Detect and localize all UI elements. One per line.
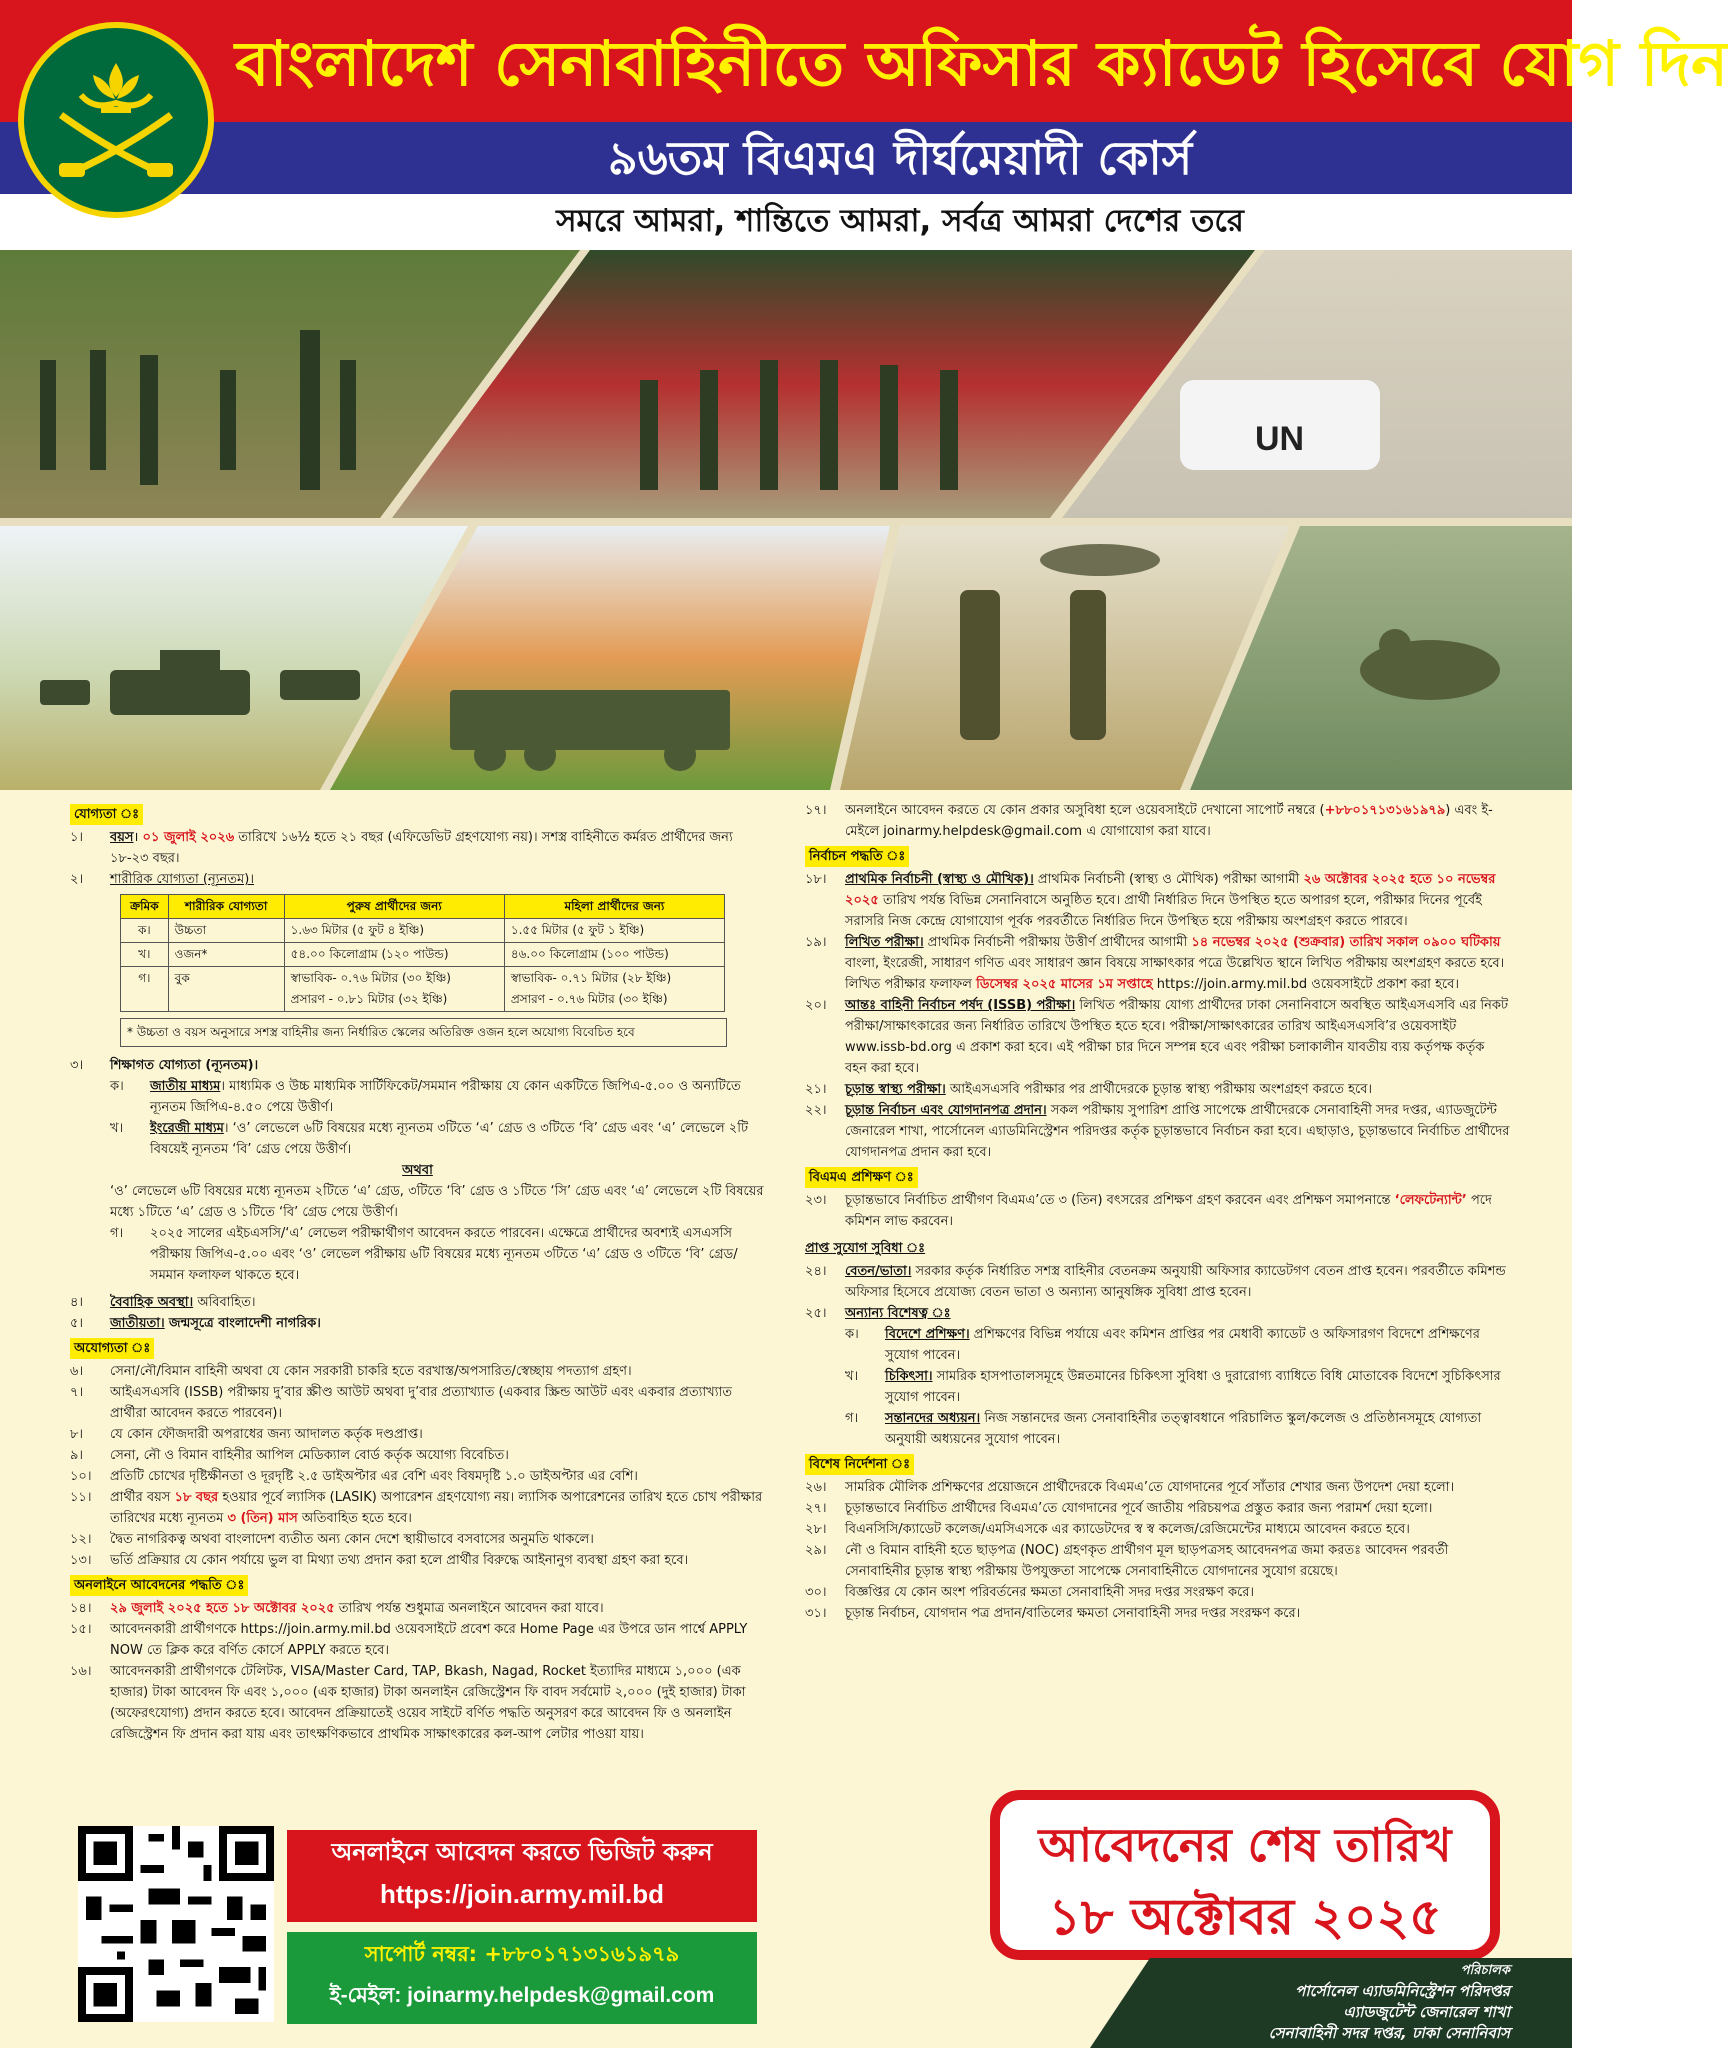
list-item: ৮। যে কোন ফৌজদারী অপরাধের জন্য আদালত কর্তৃক দণ্ডপ্রাপ্ত। — [70, 1427, 423, 1442]
support-email[interactable]: ই-মেইল: joinarmy.helpdesk@gmail.com — [329, 1984, 715, 2007]
list-item: ‘ও’ লেভেলে ৬টি বিষয়ের মধ্যে ন্যূনতম ২টিতে ‘এ’ গ্রেড, ৩টিতে ‘বি’ গ্রেড ও ১টিতে ‘সি’ গ্রেড এবং ‘এ’ লেভেলে ২টি বিষয়ের মধ্যে ১টিতে ‘এ’ গ্রেড ও ১টিতে ‘বি’ গ্রেড পেয়ে উত্তীর্ণ। — [110, 1184, 764, 1220]
svg-text:UN: UN — [1255, 420, 1305, 458]
deadline-date: ১৮ অক্টোবর ২০২৫ — [1048, 1888, 1442, 1946]
table-note: * উচ্চতা ও বয়স অনুসারে সশস্ত্র বাহিনীর জন্য নির্ধারিত স্কেলের অতিরিক্ত ওজন হলে অযোগ্য বিবেচিত হবে — [120, 1018, 727, 1047]
list-item: ৫। জাতীয়তা। জন্মসূত্রে বাংলাদেশী নাগরিক। — [70, 1316, 321, 1331]
qr-code-icon[interactable] — [78, 1826, 274, 2022]
list-item: ১। বয়স। ০১ জুলাই ২০২৬ তারিখে ১৬½ হতে ২১ বছর (এফিডেভিট গ্রহণযোগ্য নয়)। সশস্ত্র বাহিনীতে কর্মরত প্রার্থীদের জন্য ১৮-২৩ বছর। — [70, 830, 733, 866]
army-emblem-icon — [18, 22, 214, 218]
list-item: ২৪। বেতন/ভাতা। সরকার কর্তৃক নির্ধারিত সশস্ত্র বাহিনীর বেতনক্রম অনুযায়ী অফিসার ক্যাডেটগণ বেতন প্রাপ্ত হবেন। পরবর্তীতে কমিশন্ড অফিসার হিসেবে প্রযোজ্য বেতন ভাতা ও অন্যান্য আনুষঙ্গিক সুবিধা প্রাপ্ত হবেন। — [805, 1264, 1506, 1300]
table-row: গ। বুক স্বাভাবিক- ০.৭৬ মিটার (৩০ ইঞ্চি) প্রসারণ - ০.৮১ মিটার (৩২ ইঞ্চি) স্বাভাবিক- ০.৭১ মিটার (২৮ ইঞ্চি) প্রসারণ - ০.৭৬ মিটার (৩০ ইঞ্চি) — [121, 967, 725, 1012]
list-item: ক। জাতীয় মাধ্যম। মাধ্যমিক ও উচ্চ মাধ্যমিক সার্টিফিকেট/সমমান পরীক্ষায় যে কোন একটিতে জিপিএ-৫.০০ ও অন্যটিতে ন্যূনতম জিপিএ-৪.৫০ পেয়ে উত্তীর্ণ। — [110, 1079, 741, 1115]
list-item: ২। শারীরিক যোগ্যতা (ন্যূনতম)। — [70, 872, 254, 887]
list-item: ১২। দ্বৈত নাগরিকত্ব অথবা বাংলাদেশ ব্যতীত অন্য কোন দেশে স্থায়ীভাবে বসবাসের অনুমতি থাকলে। — [70, 1532, 594, 1547]
list-item: খ। চিকিৎসা। সামরিক হাসপাতালসমূহে উন্নতমানের চিকিৎসা সুবিধা ও দুরারোগ্য ব্যাধিতে বিধি মোতাবেক বিদেশে সুচিকিৎসার সুযোগ পাবেন। — [845, 1369, 1501, 1405]
signature-block: পরিচালক পার্সোনেল এ্যাডমিনিস্ট্রেশন পরিদপ্তর এ্যাডজুটেন্ট জেনারেল শাখা সেনাবাহিনী সদর দপ্তর, ঢাকা সেনানিবাস — [1268, 1963, 1510, 2042]
visit-website-box — [287, 1830, 757, 1922]
list-item: গ। সন্তানদের অধ্যয়ন। নিজ সন্তানদের জন্য সেনাবাহিনীর তত্ত্বাবধানে পরিচালিত স্কুল/কলেজ ও প্রতিষ্ঠানসমূহে যোগ্যতা অনুযায়ী অধ্যয়নের সুযোগ পাবেন। — [845, 1411, 1482, 1447]
list-item: ক। বিদেশে প্রশিক্ষণ। প্রশিক্ষণের বিভিন্ন পর্যায়ে এবং কমিশন প্রাপ্তির পর মেধাবী ক্যাডেট ও অফিসারগণ বিদেশে প্রশিক্ষণের সুযোগ পাবেন। — [845, 1327, 1480, 1363]
list-item: ৭। আইএসএসবি (ISSB) পরীক্ষায় দু’বার স্ক্রীণ্ড আউট অথবা দু’বার প্রত্যাখ্যাত (একবার স্ক্রিন্ড আউট এবং একবার প্রত্যাখ্যাত প্রার্থীরা আবেদন করতে পারবেন)। — [70, 1385, 733, 1421]
collage-graphic — [0, 250, 1572, 790]
photo-collage — [0, 250, 1572, 790]
list-item: ৯। সেনা, নৌ ও বিমান বাহিনীর আপিল মেডিক্যাল বোর্ড কর্তৃক অযোগ্য বিবেচিত। — [70, 1448, 509, 1463]
section-benefits: প্রাপ্ত সুযোগ সুবিধা ঃ — [805, 1241, 926, 1256]
left-column — [70, 800, 765, 1745]
course-subtitle: ৯৬তম বিএমএ দীর্ঘমেয়াদী কোর্স — [607, 131, 1193, 185]
or-separator: অথবা — [402, 1163, 433, 1178]
list-item: ৩১। চূড়ান্ত নির্বাচন, যোগদান পত্র প্রদান/বাতিলের ক্ষমতা সেনাবাহিনী সদর দপ্তর সংরক্ষণ করে। — [805, 1606, 1301, 1621]
table-row: ক। উচ্চতা ১.৬৩ মিটার (৫ ফুট ৪ ইঞ্চি) ১.৫৫ মিটার (৫ ফুট ১ ইঞ্চি) — [121, 919, 725, 943]
list-item: ১৯। লিখিত পরীক্ষা। প্রাথমিক নির্বাচনী পরীক্ষায় উত্তীর্ণ প্রার্থীদের আগামী ১৪ নভেম্বর ২০২৫ (শুক্রবার) তারিখ সকাল ০৯০০ ঘটিকায় বাংলা, ইংরেজী, সাধারণ গণিত এবং সাধারণ জ্ঞান বিষয়ে সাক্ষাৎকার পত্রে উল্লেখিত স্থানে লিখিত পরীক্ষায় অংশগ্রহণ করতে হবে। লিখিত পরীক্ষার ফলাফল ডিসেম্বর ২০২৫ মাসের ১ম সপ্তাহে https://join.army.mil.bd ওয়েবসাইটে প্রকাশ করা হবে। — [805, 935, 1505, 992]
list-item: ২০। আন্তঃ বাহিনী নির্বাচন পর্ষদ (ISSB) পরীক্ষা। লিখিত পরীক্ষায় যোগ্য প্রার্থীদের ঢাকা সেনানিবাসে অবস্থিত আইএসএসবি এর নিকট পরীক্ষা/সাক্ষাৎকারের জন্য নির্ধারিত তারিখে উপস্থিত হতে হবে। পরীক্ষা/সাক্ষাৎকারের তারিখ আইএসএসবি’র ওয়েবসাইট www.issb-bd.org এ প্রকাশ করা হবে। এই পরীক্ষা চার দিনে সম্পন্ন হবে এবং পরীক্ষা চলাকালীন যাবতীয় ব্যয় কর্তৃপক্ষ কর্তৃক বহন করা হবে। — [805, 998, 1509, 1076]
section-bma-training: বিএমএ প্রশিক্ষণ ঃ — [805, 1167, 918, 1188]
list-item: ২৬। সামরিক মৌলিক প্রশিক্ষণের প্রয়োজনে প্রার্থীদেরকে বিএমএ’তে যোগদানের পূর্বে সাঁতার শেখার জন্য উপদেশ দেয়া হলো। — [805, 1480, 1455, 1495]
list-item: ২৭। চূড়ান্তভাবে নির্বাচিত প্রার্থীদের বিএমএ’তে যোগদানের পূর্বে জাতীয় পরিচয়পত্র প্রস্তুত করার জন্য পরামর্শ দেয়া হলো। — [805, 1501, 1433, 1516]
list-item: ১৩। ভর্তি প্রক্রিয়ার যে কোন পর্যায়ে ভুল বা মিথ্যা তথ্য প্রদান করা হলে প্রার্থীর বিরুদ্ধে আইনানুগ ব্যবস্থা গ্রহণ করা হবে। — [70, 1553, 689, 1568]
right-column — [805, 800, 1510, 1624]
list-item: ২৮। বিএনসিসি/ক্যাডেট কলেজ/এমসিএসকে এর ক্যাডেটদের স্ব স্ব কলেজ/রেজিমেন্টের মাধ্যমে আবেদন করতে হবে। — [805, 1522, 1410, 1537]
list-item: ২৩। চূড়ান্তভাবে নির্বাচিত প্রার্থীগণ বিএমএ’তে ৩ (তিন) বৎসরের প্রশিক্ষণ গ্রহণ করবেন এবং প্রশিক্ষণ সমাপনান্তে ‘লেফটেন্যান্ট’ পদে কমিশন লাভ করবেন। — [805, 1193, 1492, 1229]
list-item: ২২। চূড়ান্ত নির্বাচন এবং যোগদানপত্র প্রদান। সকল পরীক্ষায় সুপারিশ প্রাপ্তি সাপেক্ষে প্রার্থীদেরকে সেনাবাহিনী সদর দপ্তর, এ্যাডজুটেন্ট জেনারেল শাখা, পার্সোনেল এ্যাডমিনিস্ট্রেশন পরিদপ্তর কর্তৃক চূড়ান্তভাবে নির্বাচন করা হবে। এছাড়াও, চূড়ান্তভাবে নির্বাচিত প্রার্থীদের যোগদানপত্র প্রদান করা হবে। — [805, 1103, 1510, 1160]
table-row: খ। ওজন* ৫৪.০০ কিলোগ্রাম (১২০ পাউন্ড) ৪৬.০০ কিলোগ্রাম (১০০ পাউন্ড) — [121, 943, 725, 967]
list-item: ৬। সেনা/নৌ/বিমান বাহিনী অথবা যে কোন সরকারী চাকরি হতে বরখাস্ত/অপসারিত/স্বেচ্ছায় পদত্যাগ গ্রহণ। — [70, 1364, 632, 1379]
visit-label: অনলাইনে আবেদন করতে ভিজিট করুন — [331, 1838, 713, 1866]
list-item: ১৮। প্রাথমিক নির্বাচনী (স্বাস্থ্য ও মৌখিক)। প্রাথমিক নির্বাচনী (স্বাস্থ্য ও মৌখিক) পরীক্ষা আগামী ২৬ অক্টোবর ২০২৫ হতে ১০ নভেম্বর ২০২৫ তারিখ পর্যন্ত বিভিন্ন সেনানিবাসে অনুষ্ঠিত হবে। প্রার্থী নির্ধারিত দিনে উপস্থিত হতে অপারগ হলে, পরীক্ষার দিনের পূর্বেই সরাসরি নিজ কেন্দ্রে যোগাযোগ পূর্বক পরবর্তীতে নির্ধারিত দিনে উপস্থিত হয়ে পরীক্ষায় অংশগ্রহণ করতে পারবে। — [805, 872, 1496, 929]
list-item: ১০। প্রতিটি চোখের দৃষ্টিক্ষীনতা ও দূরদৃষ্টি ২.৫ ডাইঅপ্টার এর বেশি এবং বিষমদৃষ্টি ১.০ ডাইঅপ্টার এর বেশি। — [70, 1469, 638, 1484]
header — [0, 0, 1728, 248]
website-link[interactable]: https://join.army.mil.bd — [379, 1879, 665, 1909]
page-title: বাংলাদেশ সেনাবাহিনীতে অফিসার ক্যাডেট হিসেবে যোগ দিন — [235, 27, 1728, 100]
section-disqualification: অযোগ্যতা ঃ — [70, 1338, 154, 1359]
list-item: গ। ২০২৫ সালের এইচএসসি/‘এ’ লেভেল পরীক্ষার্থীগণ আবেদন করতে পারবেন। এক্ষেত্রে প্রার্থীদের অবশ্যই এসএসসি পরীক্ষায় জিপিএ-৫.০০ এবং ‘ও’ লেভেল পরীক্ষায় ৬টি বিষয়ের মধ্যে ন্যূনতম ৩টিতে ‘এ’ গ্রেড ও ৩টিতে ‘বি’ গ্রেড/সমমান ফলাফল থাকতে হবে। — [110, 1226, 738, 1283]
section-eligibility: যোগ্যতা ঃ — [70, 804, 143, 825]
list-item: ৩। শিক্ষাগত যোগ্যতা (ন্যূনতম)। — [70, 1058, 259, 1073]
deadline-title: আবেদনের শেষ তারিখ — [1038, 1818, 1452, 1872]
motto: সমরে আমরা, শান্তিতে আমরা, সর্বত্র আমরা দেশের তরে — [556, 203, 1244, 239]
list-item: খ। ইংরেজী মাধ্যম। ‘ও’ লেভেলে ৬টি বিষয়ের মধ্যে ন্যূনতম ৩টিতে ‘এ’ গ্রেড ও ৩টিতে ‘বি’ গ্রেড এবং ‘এ’ লেভেলে ২টি বিষয়েই ন্যূনতম ‘বি’ গ্রেড পেয়ে উত্তীর্ণ। — [110, 1121, 749, 1157]
list-item: ২৯। নৌ ও বিমান বাহিনী হতে ছাড়পত্র (NOC) গ্রহণকৃত প্রার্থীগণ মূল ছাড়পত্রসহ আবেদনপত্র জমা করতঃ আবেদন পরবর্তী সেনাবাহিনীর চূড়ান্ত স্বাস্থ্য পরীক্ষায় উপযুক্ততা সাপেক্ষে সেনাবাহিনীতে যোগদানের সুযোগ রয়েছে। — [805, 1543, 1449, 1579]
list-item: ৪। বৈবাহিক অবস্থা। অবিবাহিত। — [70, 1295, 256, 1310]
section-online-application: অনলাইনে আবেদনের পদ্ধতি ঃ — [70, 1575, 248, 1596]
list-item: ১১। প্রার্থীর বয়স ১৮ বছর হওয়ার পূর্বে ল্যাসিক (LASIK) অপারেশন গ্রহণযোগ্য নয়। ল্যাসিক অপারেশনের তারিখ হতে চোখ পরীক্ষার তারিখের মধ্যে ন্যূনতম ৩ (তিন) মাস অতিবাহিত হতে হবে। — [70, 1490, 763, 1526]
list-item: ২১। চূড়ান্ত স্বাস্থ্য পরীক্ষা। আইএসএসবি পরীক্ষার পর প্রার্থীদেরকে চূড়ান্ত স্বাস্থ্য পরীক্ষায় অংশগ্রহণ করতে হবে। — [805, 1082, 1373, 1097]
section-selection: নির্বাচন পদ্ধতি ঃ — [805, 846, 909, 867]
physical-requirements-table: ক্রমিক শারীরিক যোগ্যতা পুরুষ প্রার্থীদের জন্য মহিলা প্রার্থীদের জন্য ক। উচ্চতা ১.৬৩ মিটার (৫ ফুট ৪ ইঞ্চি) ১.৫৫ মিটার (৫ ফুট ১ ইঞ্চি) খ। ওজন* ৫৪.০০ কিলোগ্রাম (১২০ পাউন্ড) ৪৬.০০ কিলোগ্রাম (১০০ পাউন্ড) গ। বুক স্বাভাবিক- ০.৭৬ মিটার (৩০ ইঞ্চি) প্রসারণ - ০.৮১ মিটার (৩২ ইঞ্চি) স্বাভাবিক- ০.৭১ মিটার (২৮ ইঞ্চি) প্রসারণ - ০.৭৬ মিটার (৩০ ইঞ্চি) — [120, 894, 725, 1012]
list-item: ১৫। আবেদনকারী প্রার্থীগণকে https://join.army.mil.bd ওয়েবসাইটে প্রবেশ করে Home Page এর উপরে ডান পার্শ্বে APPLY NOW তে ক্লিক করে বর্ণিত কোর্সে APPLY করতে হবে। — [70, 1622, 748, 1658]
list-item: ২৫। অন্যান্য বিশেষত্ব ঃ — [805, 1306, 951, 1321]
deadline-badge — [990, 1790, 1500, 1960]
support-phone[interactable]: সাপোর্ট নম্বর: +৮৮০১৭১৩১৬১৯৭৯ — [364, 1942, 680, 1966]
list-item: ১৬। আবেদনকারী প্রার্থীগণকে টেলিটক, VISA/Master Card, TAP, Bkash, Nagad, Rocket ইত্যাদির মাধ্যমে ১,০০০ (এক হাজার) টাকা আবেদন ফি এবং ১,০০০ (এক হাজার) টাকা অনলাইন রেজিস্ট্রেশন ফি বাবদ সর্বমোট ২,০০০ (দুই হাজার) টাকা (অফেরৎযোগ্য) প্রদান করতে হবে। আবেদন প্রক্রিয়াতেই ওয়েব সাইটে বর্ণিত পদ্ধতি অনুসরণ করে আবেদন ফি ও অনলাইন রেজিস্ট্রেশন ফি প্রদান করা যায় এবং তাৎক্ষণিকভাবে প্রাথমিক সাক্ষাৎকারের কল-আপ লেটার পাওয়া যায়। — [70, 1664, 746, 1742]
list-item: ৩০। বিজ্ঞপ্তির যে কোন অংশ পরিবর্তনের ক্ষমতা সেনাবাহিনী সদর দপ্তর সংরক্ষণ করে। — [805, 1585, 1255, 1600]
section-special-instructions: বিশেষ নির্দেশনা ঃ — [805, 1454, 914, 1475]
list-item: ১৪। ২৯ জুলাই ২০২৫ হতে ১৮ অক্টোবর ২০২৫ তারিখ পর্যন্ত শুধুমাত্র অনলাইনে আবেদন করা যাবে। — [70, 1601, 604, 1616]
support-box — [287, 1932, 757, 2024]
list-item: ১৭। অনলাইনে আবেদন করতে যে কোন প্রকার অসুবিধা হলে ওয়েবসাইটে দেখানো সাপোর্ট নম্বরে (+৮৮০১৭১৩১৬১৯৭৯) এবং ই-মেইলে joinarmy.helpdesk@gmail.com এ যোগাযোগ করা যাবে। — [805, 803, 1493, 839]
